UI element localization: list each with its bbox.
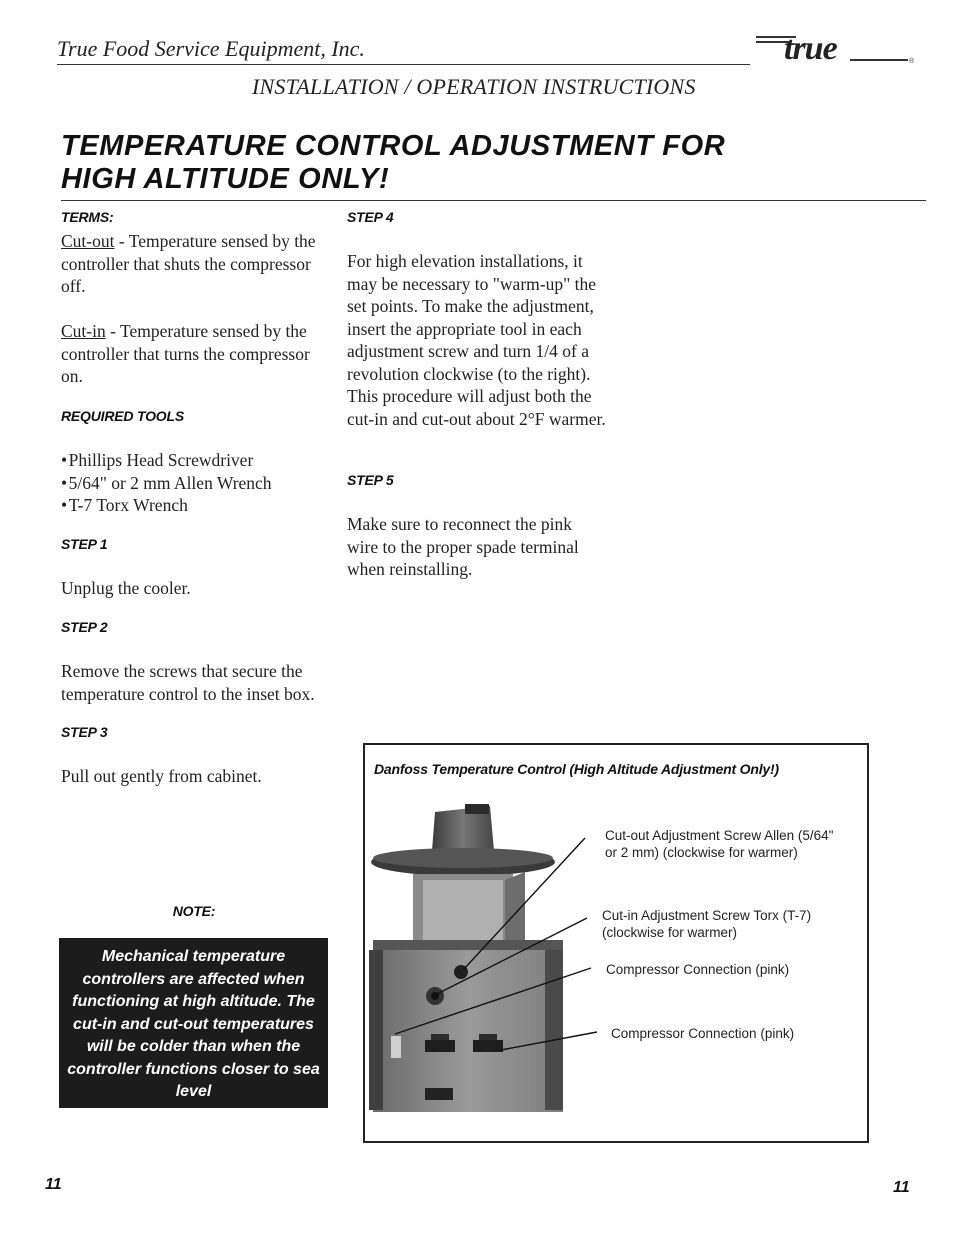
callout-lines (365, 800, 625, 1120)
document-subtitle: INSTALLATION / OPERATION INSTRUCTIONS (252, 74, 696, 99)
title-line-2: HIGH ALTITUDE ONLY! (61, 163, 390, 195)
note-text: Mechanical temperature controllers are affected when functioning at high altitude. The cut-in and cut-out temperatures will be colder than when the controller functions closer to sea level (67, 948, 320, 1100)
step2-text: Remove the screws that secure the temperature control to the inset box. (61, 661, 315, 704)
cutout-definition (61, 230, 336, 298)
page-title (61, 130, 921, 196)
title-rule (61, 200, 926, 201)
figure-caption: Danfoss Temperature Control (High Altitude Adjustment Only!) (374, 761, 779, 777)
tools-list (61, 449, 336, 517)
terms-heading: TERMS: (61, 209, 114, 225)
svg-text:®: ® (909, 58, 915, 65)
company-name: True Food Service Equipment, Inc. (57, 36, 365, 61)
header-rule (57, 64, 750, 65)
step2-heading: STEP 2 (61, 619, 108, 635)
list-item: • Phillips Head Screwdriver (61, 450, 254, 470)
step3-heading: STEP 3 (61, 724, 108, 740)
callout-compressor-connection-1: Compressor Connection (pink) (606, 962, 790, 977)
note-box (59, 938, 328, 1108)
step5-text: Make sure to reconnect the pink wire to the proper spade terminal when reinstalling. (347, 514, 579, 579)
page-number-right: 11 (893, 1179, 910, 1196)
step5-heading: STEP 5 (347, 472, 394, 488)
cutin-definition (61, 320, 336, 388)
step4-text: For high elevation installations, it may be necessary to "warm-up" the set points. To make the adjustment, insert the appropriate tool in each adjustment screw and turn 1/4 of a revolution clockwise (to the right). This procedure will adjust both the cut-in and cut-out about 2°F warmer. (347, 251, 606, 429)
callout-cutout-screw: Cut-out Adjustment Screw Allen (5/64" or 2 mm) (clockwise for warmer) (605, 828, 834, 860)
true-logo (754, 30, 918, 70)
step1-heading: STEP 1 (61, 536, 108, 552)
callout-compressor-connection-2: Compressor Connection (pink) (611, 1026, 795, 1041)
cutin-def: - Temperature sensed by the controller that turns the compressor on. (61, 321, 310, 386)
logo-text: true (784, 30, 837, 67)
list-item: • T-7 Torx Wrench (61, 495, 188, 515)
note-label: NOTE: (172, 903, 216, 919)
callout-cutin-screw: Cut-in Adjustment Screw Torx (T-7) (clockwise for warmer) (602, 908, 812, 940)
cutout-term: Cut-out (61, 231, 115, 251)
list-item: • 5/64" or 2 mm Allen Wrench (61, 472, 272, 493)
step4-heading: STEP 4 (347, 209, 394, 225)
step3-text: Pull out gently from cabinet. (61, 766, 262, 786)
step1-text: Unplug the cooler. (61, 578, 191, 598)
cutin-term: Cut-in (61, 321, 106, 341)
title-line-1: TEMPERATURE CONTROL ADJUSTMENT FOR (61, 130, 726, 162)
tools-heading: REQUIRED TOOLS (61, 408, 184, 424)
page-number-left: 11 (45, 1176, 62, 1193)
cutout-def: - Temperature sensed by the controller that shuts the compressor off. (61, 231, 316, 296)
